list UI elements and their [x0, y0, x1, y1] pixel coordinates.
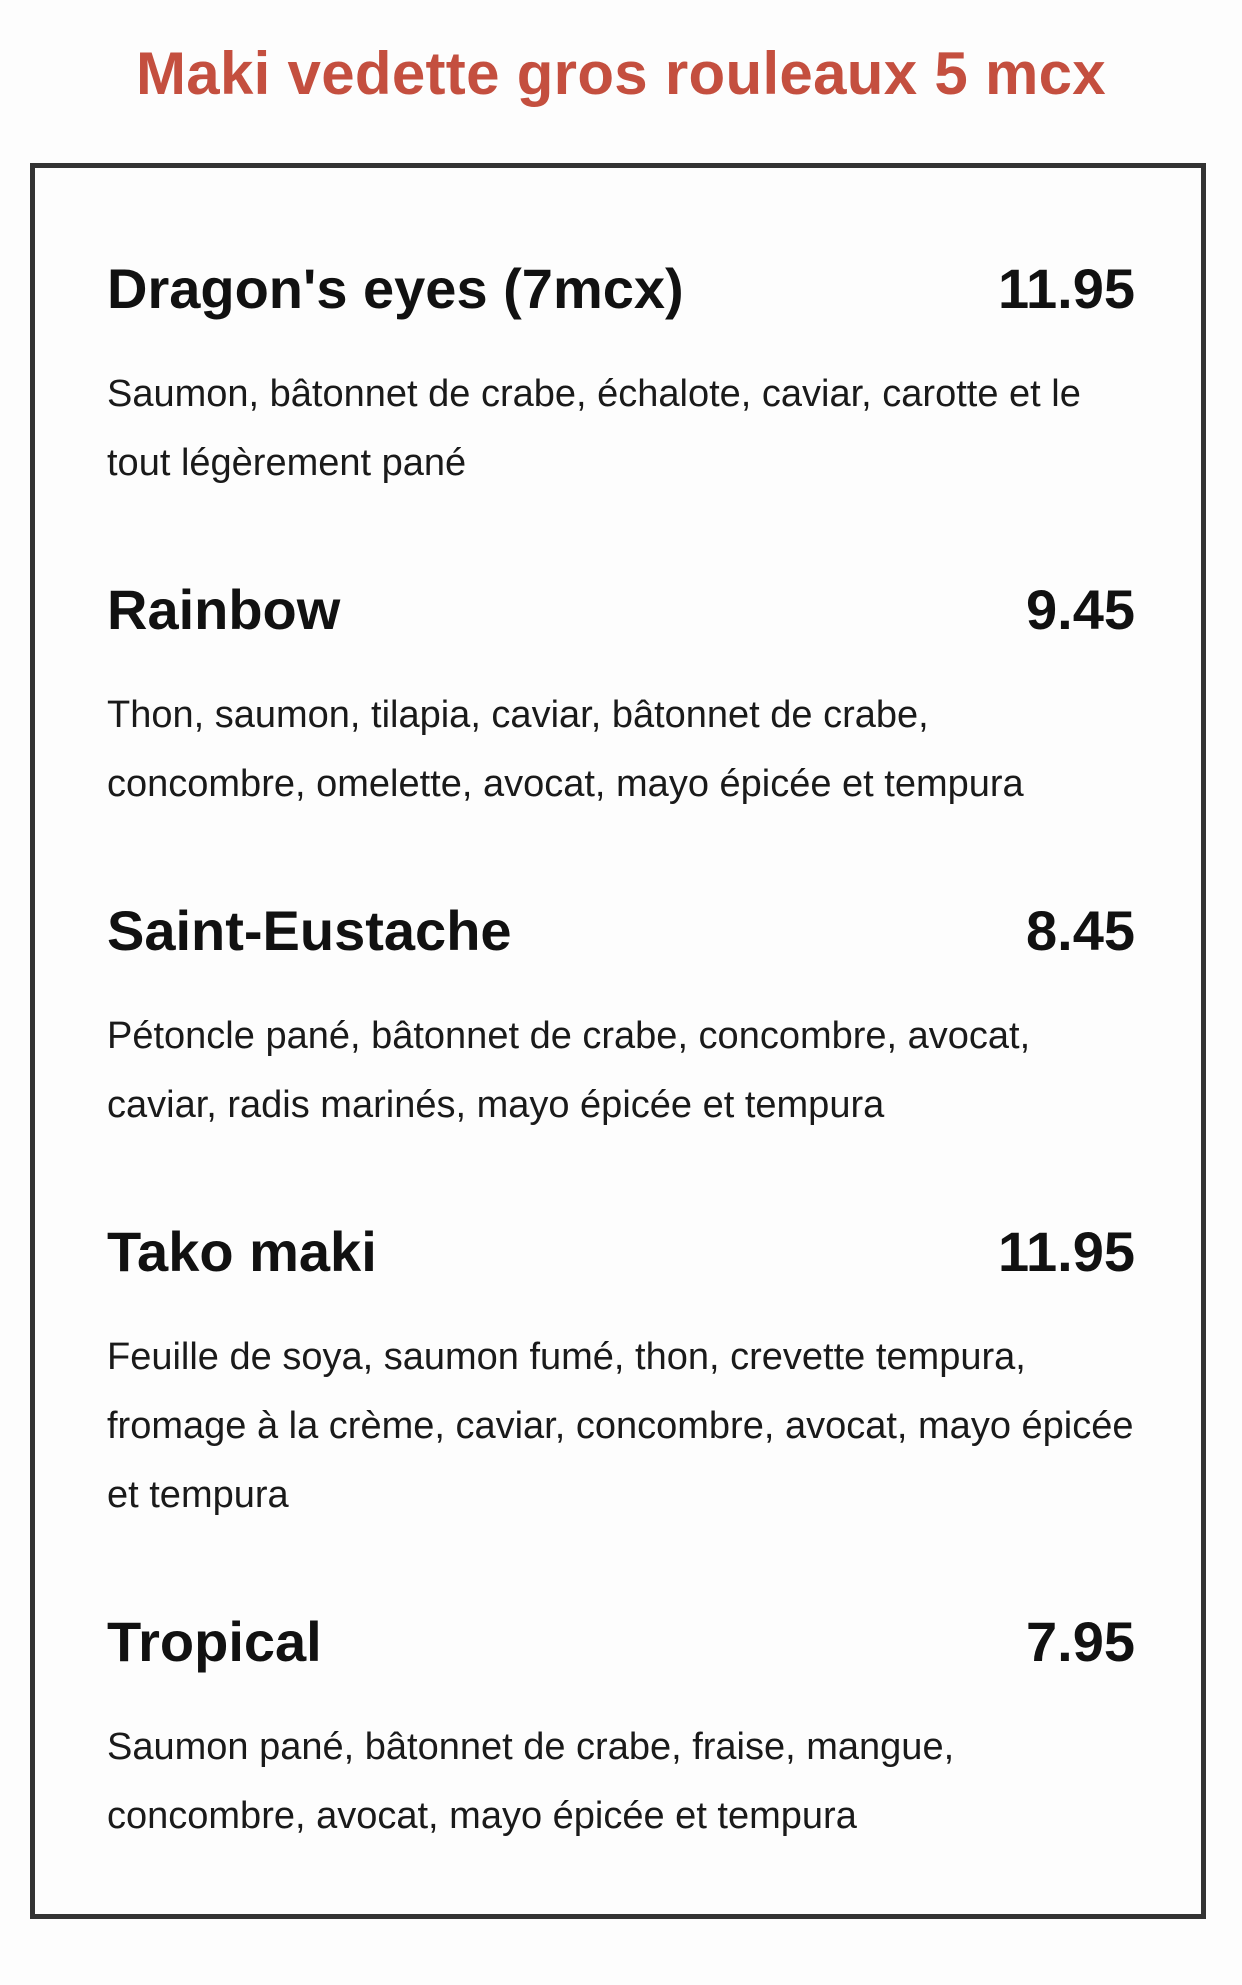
menu-item-saint-eustache[interactable] [107, 893, 1135, 1140]
menu-item-description: Saumon, bâtonnet de crabe, échalote, caviar, carotte et le tout légèrement pané [107, 373, 1081, 484]
menu-item-price: 11.95 [997, 257, 1135, 320]
menu-item-description: Saumon pané, bâtonnet de crabe, fraise, mangue, concombre, avocat, mayo épicée et tempura [107, 1726, 955, 1837]
menu-item-dragons-eyes[interactable] [107, 251, 1135, 498]
page-title: Maki vedette gros rouleaux 5 mcx [136, 40, 1106, 107]
menu-item-header [107, 572, 1135, 648]
menu-item-name: Tako maki [107, 1220, 377, 1283]
menu-item-header [107, 1604, 1135, 1680]
menu-item-tropical[interactable] [107, 1604, 1135, 1851]
menu-item-name: Dragon's eyes (7mcx) [107, 257, 684, 320]
menu-item-tako-maki[interactable] [107, 1214, 1135, 1530]
menu-item-header [107, 251, 1135, 327]
menu-item-name: Rainbow [107, 578, 341, 641]
menu-item-description: Thon, saumon, tilapia, caviar, bâtonnet de crabe, concombre, omelette, avocat, mayo épicée et tempura [107, 694, 1024, 805]
menu-item-name: Tropical [107, 1610, 322, 1673]
menu-item-description: Feuille de soya, saumon fumé, thon, crevette tempura, fromage à la crème, caviar, concombre, avocat, mayo épicée et tempura [107, 1336, 1134, 1516]
menu-item-price: 9.45 [1026, 578, 1135, 641]
menu-item-header [107, 893, 1135, 969]
menu-item-header [107, 1214, 1135, 1290]
menu-list [30, 163, 1206, 1919]
menu-item-price: 7.95 [1026, 1610, 1135, 1673]
menu-item-description: Pétoncle pané, bâtonnet de crabe, concombre, avocat, caviar, radis marinés, mayo épicée et tempura [107, 1015, 1031, 1126]
menu-item-name: Saint-Eustache [107, 899, 512, 962]
menu-item-rainbow[interactable] [107, 572, 1135, 819]
menu-item-price: 8.45 [1026, 899, 1135, 962]
menu-item-price: 11.95 [997, 1220, 1135, 1283]
